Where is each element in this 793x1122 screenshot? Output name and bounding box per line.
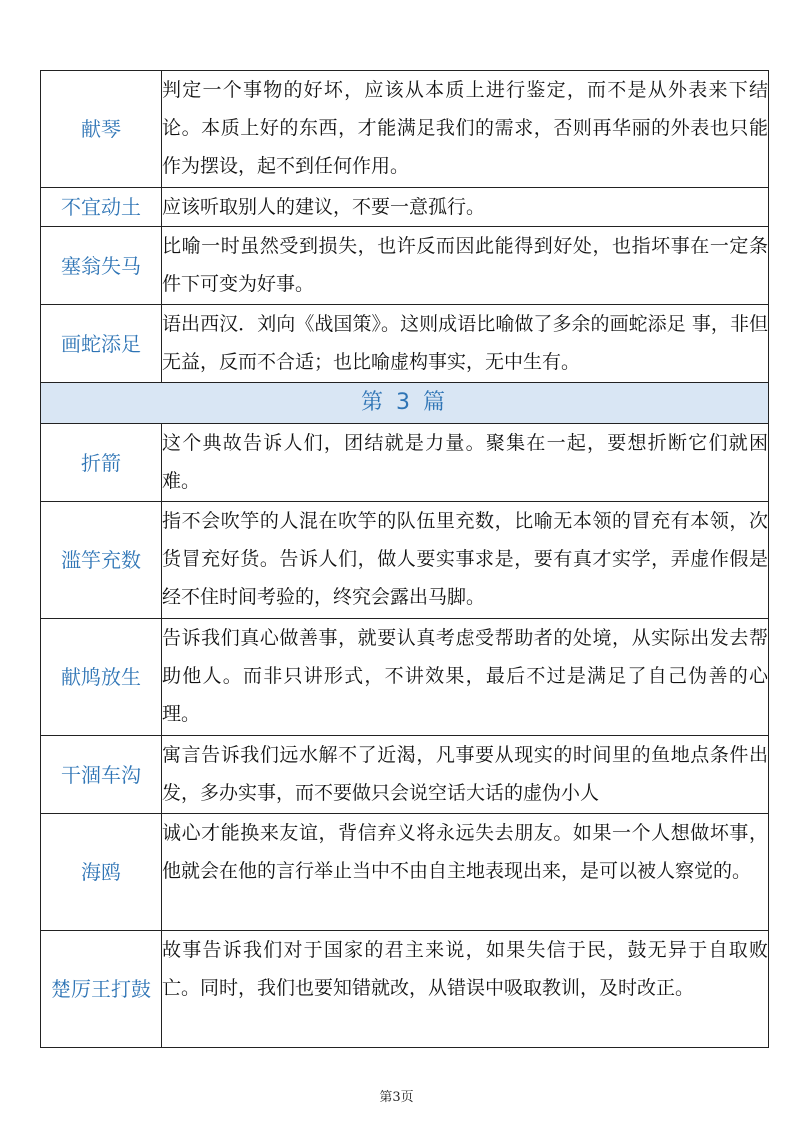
- idiom-description: 故事告诉我们对于国家的君主来说，如果失信于民，鼓无异于自取败亡。同时，我们也要知错就改，从错误中吸取教训，及时改正。: [162, 931, 769, 1048]
- table-row: [41, 424, 769, 502]
- idiom-description: 诚心才能换来友谊，背信弃义将永远失去朋友。如果一个人想做坏事，他就会在他的言行举止当中不由自主地表现出来，是可以被人察觉的。: [162, 814, 769, 931]
- idiom-title: 不宜动土: [41, 188, 162, 227]
- idiom-title: 献琴: [41, 71, 162, 188]
- idiom-description: 判定一个事物的好坏，应该从本质上进行鉴定，而不是从外表来下结论。本质上好的东西，才能满足我们的需求，否则再华丽的外表也只能作为摆设，起不到任何作用。: [162, 71, 769, 188]
- idiom-description: 这个典故告诉人们，团结就是力量。聚集在一起，要想折断它们就困难。: [162, 424, 769, 502]
- page-number: 第3页: [379, 1090, 414, 1105]
- table-row: [41, 736, 769, 814]
- idiom-description: 比喻一时虽然受到损失，也许反而因此能得到好处，也指坏事在一定条件下可变为好事。: [162, 227, 769, 305]
- section-title: 第 3 篇: [41, 383, 769, 424]
- table-row: [41, 71, 769, 188]
- idiom-title: 楚厉王打鼓: [41, 931, 162, 1048]
- idiom-title: 献鸠放生: [41, 619, 162, 736]
- idiom-title: 塞翁失马: [41, 227, 162, 305]
- table-row: [41, 305, 769, 383]
- idiom-title: 干涸车沟: [41, 736, 162, 814]
- idiom-title: 滥竽充数: [41, 502, 162, 619]
- section-header-row: [41, 383, 769, 424]
- idiom-description: 语出西汉．刘向《战国策》。这则成语比喻做了多余的画蛇添足 事，非但无益，反而不合适；也比喻虚构事实，无中生有。: [162, 305, 769, 383]
- idiom-table: [40, 70, 769, 1048]
- idiom-title: 画蛇添足: [41, 305, 162, 383]
- idiom-description: 寓言告诉我们远水解不了近渴，凡事要从现实的时间里的鱼地点条件出发，多办实事，而不要做只会说空话大话的虚伪小人: [162, 736, 769, 814]
- table-row: [41, 814, 769, 931]
- idiom-description: 告诉我们真心做善事，就要认真考虑受帮助者的处境，从实际出发去帮助他人。而非只讲形式，不讲效果，最后不过是满足了自己伪善的心理。: [162, 619, 769, 736]
- idiom-description: 指不会吹竽的人混在吹竽的队伍里充数，比喻无本领的冒充有本领，次货冒充好货。告诉人们，做人要实事求是，要有真才实学，弄虚作假是经不住时间考验的，终究会露出马脚。: [162, 502, 769, 619]
- idiom-description: 应该听取别人的建议，不要一意孤行。: [162, 188, 769, 227]
- table-row: [41, 931, 769, 1048]
- table-row: [41, 188, 769, 227]
- table-row: [41, 227, 769, 305]
- idiom-title: 折箭: [41, 424, 162, 502]
- idiom-title: 海鸥: [41, 814, 162, 931]
- table-row: [41, 619, 769, 736]
- table-row: [41, 502, 769, 619]
